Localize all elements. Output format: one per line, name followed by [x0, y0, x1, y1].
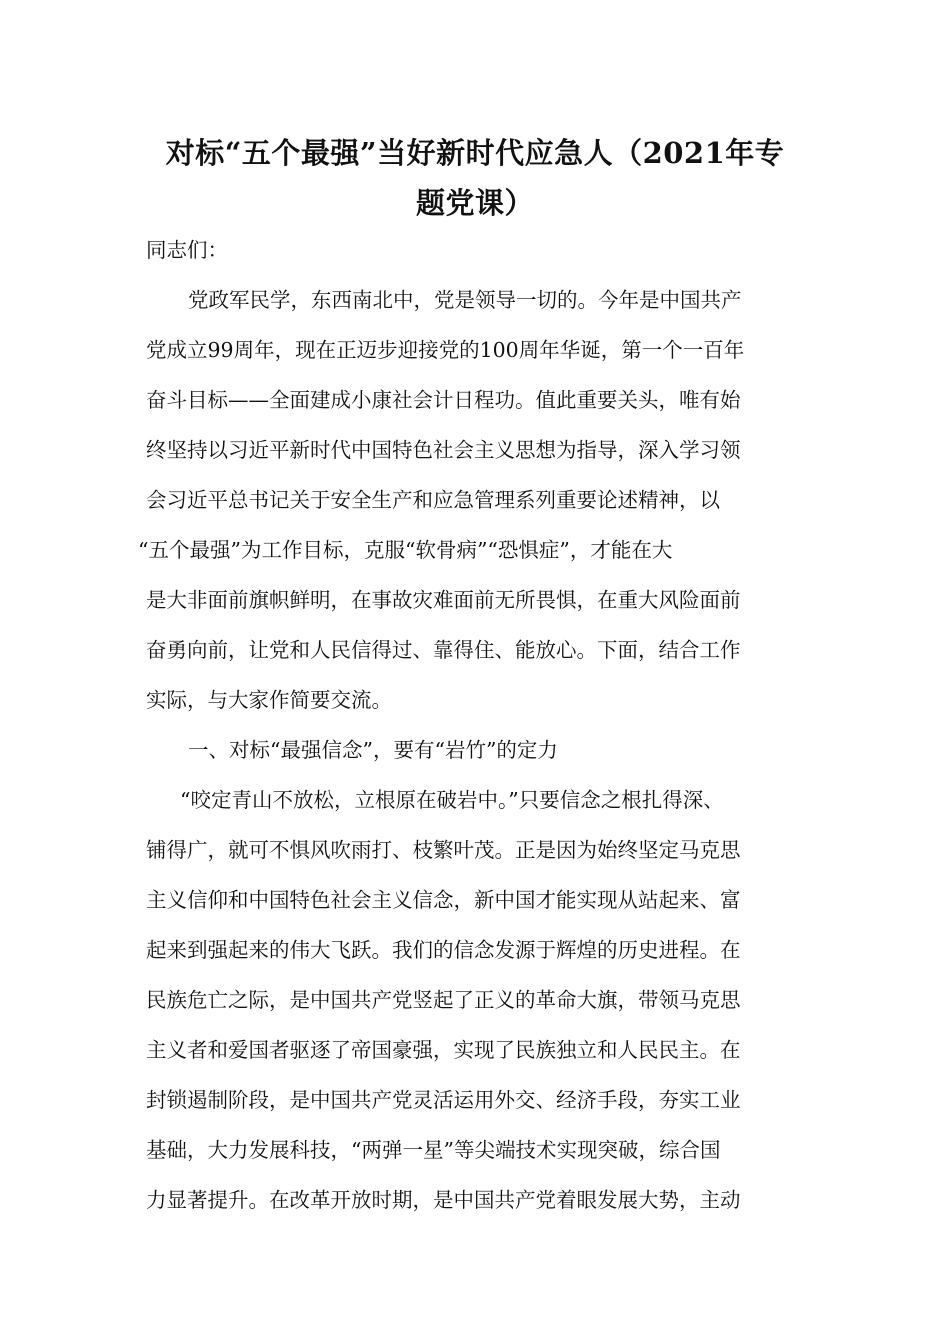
- body-line: 力显著提升。在改革开放时期，是中国共产党着眼发展大势，主动: [146, 1188, 741, 1212]
- body-line: “五个最强”为工作目标，克服“软骨病”“恐惧症”，才能在大: [138, 538, 673, 562]
- document-title-line-1: 对标“五个最强”当好新时代应急人（2021年专: [165, 136, 785, 170]
- body-line: 会习近平总书记关于安全生产和应急管理系列重要论述精神，以: [146, 488, 720, 512]
- body-line: 起来到强起来的伟大飞跃。我们的信念发源于辉煌的历史进程。在: [146, 938, 741, 962]
- body-line: 民族危亡之际，是中国共产党竖起了正义的革命大旗，带领马克思: [146, 988, 741, 1012]
- body-line: 铺得广，就可不惧风吹雨打、枝繁叶茂。正是因为始终坚定马克思: [146, 838, 741, 862]
- body-line: “咬定青山不放松，立根原在破岩中。”只要信念之根扎得深、: [180, 788, 724, 812]
- section-heading: 一、对标“最强信念”，要有“岩竹”的定力: [188, 738, 558, 762]
- body-line: 奋勇向前，让党和人民信得过、靠得住、能放心。下面，结合工作: [146, 638, 741, 662]
- body-line: 党成立99周年，现在正迈步迎接党的100周年华诞，第一个一百年: [146, 338, 745, 362]
- body-line: 主义信仰和中国特色社会主义信念，新中国才能实现从站起来、富: [146, 888, 741, 912]
- body-line: 奋斗目标——全面建成小康社会计日程功。值此重要关头，唯有始: [146, 388, 741, 412]
- body-line: 基础，大力发展科技，“两弹一星”等尖端技术实现突破，综合国: [146, 1138, 721, 1162]
- body-line: 党政军民学，东西南北中，党是领导一切的。今年是中国共产: [188, 288, 742, 312]
- body-line: 封锁遏制阶段，是中国共产党灵活运用外交、经济手段，夯实工业: [146, 1088, 741, 1112]
- salutation: 同志们：: [146, 238, 228, 262]
- body-line: 主义者和爱国者驱逐了帝国豪强，实现了民族独立和人民民主。在: [146, 1038, 741, 1062]
- document-title-line-2: 题党课）: [415, 186, 534, 220]
- body-line: 实际，与大家作简要交流。: [146, 688, 392, 712]
- body-line: 是大非面前旗帜鲜明，在事故灾难面前无所畏惧，在重大风险面前: [146, 588, 741, 612]
- body-line: 终坚持以习近平新时代中国特色社会主义思想为指导，深入学习领: [146, 438, 741, 462]
